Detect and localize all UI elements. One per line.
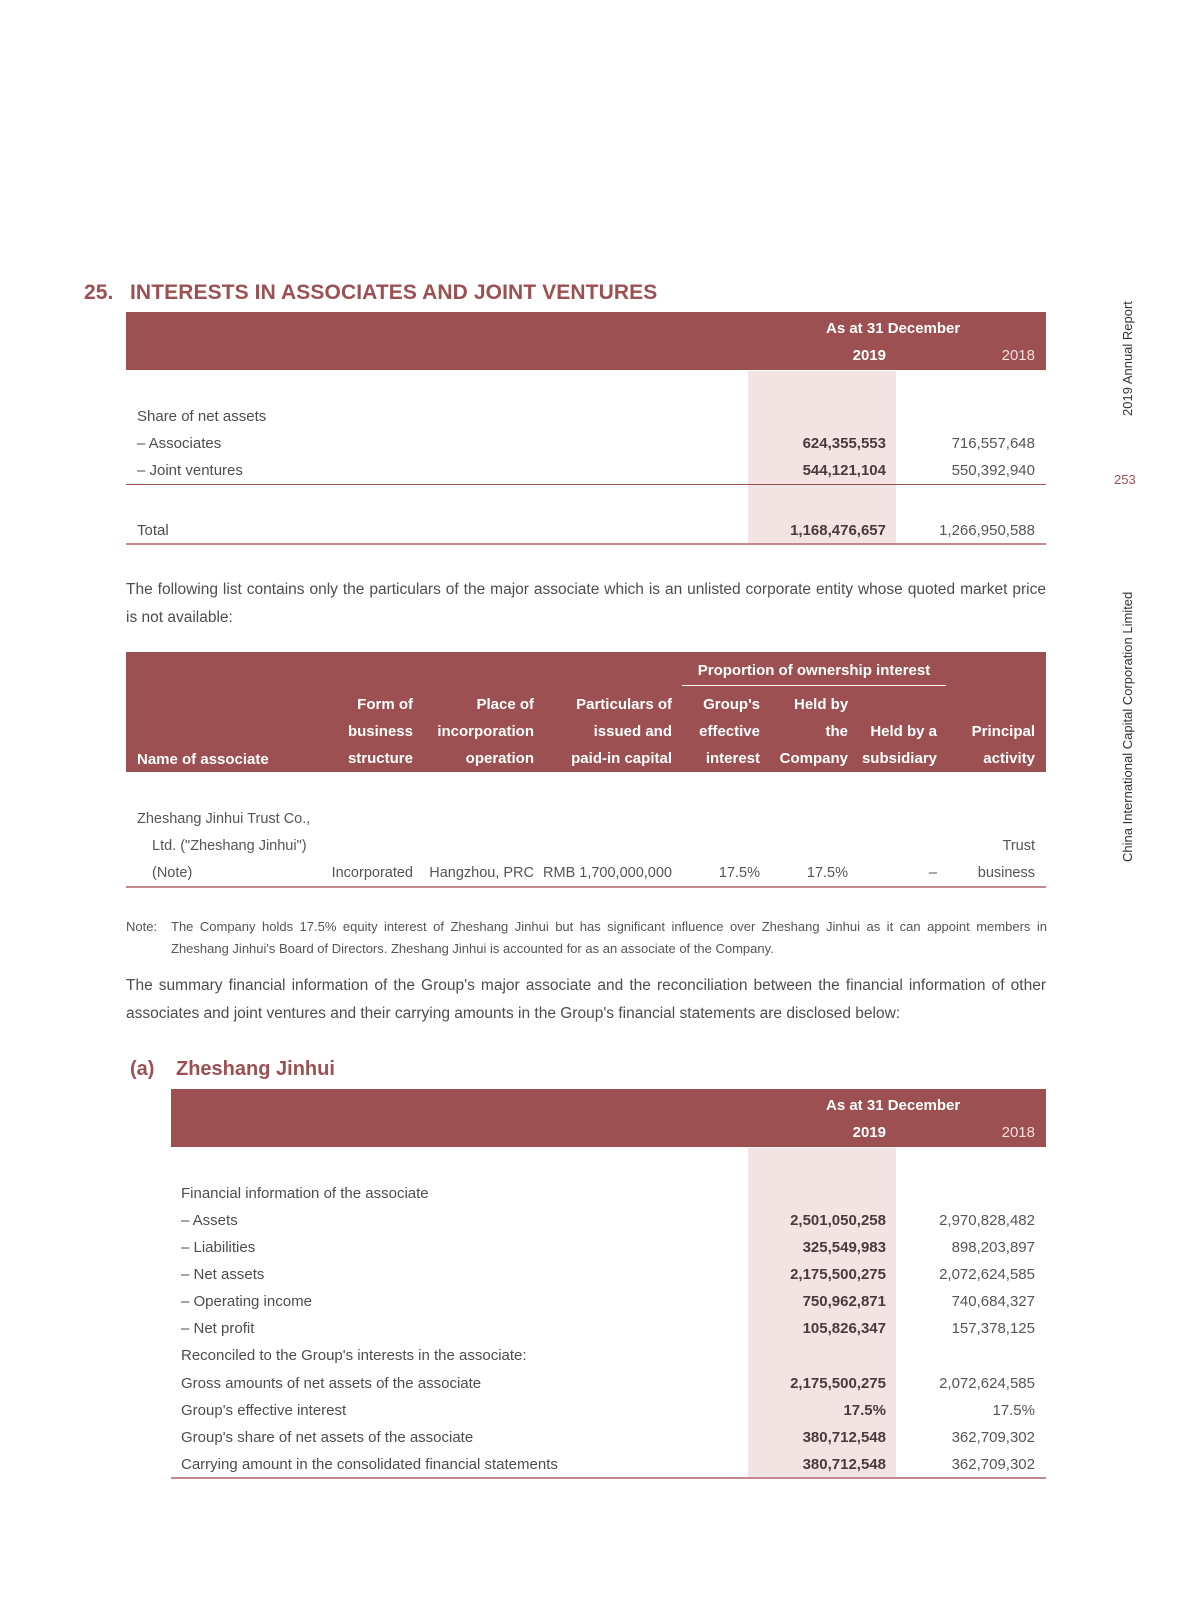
total-2018: 1,266,950,588 <box>939 522 1035 539</box>
value-2018: 550,392,940 <box>951 462 1035 479</box>
section-number: 25. <box>84 281 114 304</box>
header-held-company <box>770 691 848 772</box>
value-2019: 624,355,553 <box>802 435 886 452</box>
section-heading: INTERESTS IN ASSOCIATES AND JOINT VENTURES <box>130 281 658 304</box>
header-line: the <box>825 723 848 740</box>
header-2018: 2018 <box>1001 347 1035 364</box>
header-2018: 2018 <box>1001 1124 1035 1141</box>
row-label: Group's share of net assets of the associate <box>181 1429 474 1446</box>
header-2019: 2019 <box>852 1124 886 1141</box>
section-title <box>84 281 657 305</box>
value-2019: 2,175,500,275 <box>790 1375 886 1392</box>
row-label: Gross amounts of net assets of the associate <box>181 1375 482 1392</box>
row-label: Financial information of the associate <box>181 1185 429 1202</box>
associate-name-note: (Note) <box>152 865 193 881</box>
header-line: Place of <box>476 696 534 713</box>
highlight-2019-column <box>748 371 896 545</box>
company-name: China International Capital Corporation Limited <box>1120 591 1135 862</box>
value-2018: 362,709,302 <box>951 1429 1035 1446</box>
row-label: – Joint ventures <box>137 462 243 479</box>
associate-name-line1: Zheshang Jinhui Trust Co., <box>137 811 311 827</box>
header-line: Group's <box>703 696 760 713</box>
subsection-title <box>130 1058 335 1081</box>
header-activity <box>950 718 1035 772</box>
row-label: Share of net assets <box>137 408 267 425</box>
value-2019: 750,962,871 <box>802 1293 886 1310</box>
value-2018: 157,378,125 <box>951 1320 1035 1337</box>
row-label: – Operating income <box>181 1293 312 1310</box>
total-label: Total <box>137 522 169 539</box>
header-form <box>300 691 413 772</box>
value-2018: 362,709,302 <box>951 1456 1035 1473</box>
value-2018: 2,970,828,482 <box>939 1212 1035 1229</box>
header-place <box>420 691 534 772</box>
cell-held-company: 17.5% <box>806 865 848 881</box>
header-line: interest <box>705 750 760 767</box>
total-2019: 1,168,476,657 <box>790 522 886 539</box>
value-2019: 380,712,548 <box>802 1456 886 1473</box>
value-2018: 716,557,648 <box>951 435 1035 452</box>
row-label: Group's effective interest <box>181 1402 347 1419</box>
group-header-underline <box>682 685 946 686</box>
value-2019: 380,712,548 <box>802 1429 886 1446</box>
associate-name-line2: Ltd. ("Zheshang Jinhui") <box>152 838 307 854</box>
header-line: Held by <box>794 696 849 713</box>
header-line: incorporation <box>437 723 534 740</box>
row-label: Carrying amount in the consolidated financial statements <box>181 1456 558 1473</box>
value-2019: 544,121,104 <box>802 462 886 479</box>
cell-activity-line1: Trust <box>1002 838 1035 854</box>
note-label: Note: <box>126 919 158 934</box>
header-particulars <box>540 691 672 772</box>
header-line: operation <box>465 750 534 767</box>
divider <box>126 484 1046 485</box>
row-label: – Net assets <box>181 1266 265 1283</box>
note-text: The Company holds 17.5% equity interest of Zheshang Jinhui but has significant influence over Zheshang Jinhui as it can appoint members in Zheshang Jinhui's Board of Directors. Zheshang Jinhui is accounted for as an associate of the Company. <box>171 919 1047 956</box>
header-line: Held by a <box>870 723 937 740</box>
page-number: 253 <box>1114 472 1136 487</box>
value-2018: 17.5% <box>992 1402 1035 1419</box>
value-2019: 325,549,983 <box>802 1239 886 1256</box>
value-2019: 105,826,347 <box>802 1320 886 1337</box>
value-2018: 740,684,327 <box>951 1293 1035 1310</box>
row-label: – Liabilities <box>181 1239 256 1256</box>
header-held-subsidiary <box>855 718 937 772</box>
header-line: Form of <box>357 696 413 713</box>
header-line: Principal <box>971 723 1035 740</box>
subsection-label: (a) <box>130 1058 155 1080</box>
header-as-at: As at 31 December <box>826 1097 961 1114</box>
header-group-interest <box>680 691 760 772</box>
header-line: structure <box>347 750 413 767</box>
subsection-heading: Zheshang Jinhui <box>176 1058 335 1080</box>
value-2018: 898,203,897 <box>951 1239 1035 1256</box>
value-2018: 2,072,624,585 <box>939 1375 1035 1392</box>
cell-form: Incorporated <box>331 865 413 881</box>
paragraph-major-associate: The following list contains only the particulars of the major associate which is an unlisted corporate entity whose quoted market price is not available: <box>126 581 1046 626</box>
row-label: – Net profit <box>181 1320 255 1337</box>
value-2018: 2,072,624,585 <box>939 1266 1035 1283</box>
row-label: Reconciled to the Group's interests in the associate: <box>181 1347 527 1364</box>
header-line: paid-in capital <box>571 750 672 767</box>
value-2019: 2,501,050,258 <box>790 1212 886 1229</box>
divider-total <box>126 543 1046 545</box>
header-line: Particulars of <box>576 696 672 713</box>
divider <box>171 1477 1046 1479</box>
cell-group-interest: 17.5% <box>718 865 760 881</box>
header-line: business <box>347 723 413 740</box>
header-line: subsidiary <box>861 750 937 767</box>
header-as-at: As at 31 December <box>826 320 961 337</box>
header-line: issued and <box>593 723 672 740</box>
header-proportion-ownership: Proportion of ownership interest <box>697 662 931 679</box>
value-2019: 17.5% <box>843 1402 886 1419</box>
header-2019: 2019 <box>852 347 886 364</box>
header-line: activity <box>983 750 1035 767</box>
row-label: – Assets <box>181 1212 238 1229</box>
cell-place: Hangzhou, PRC <box>429 865 534 881</box>
cell-held-subsidiary: – <box>928 865 937 881</box>
cell-particulars: RMB 1,700,000,000 <box>543 865 672 881</box>
header-line: effective <box>699 723 760 740</box>
divider <box>126 886 1046 888</box>
header-name: Name of associate <box>137 751 269 768</box>
paragraph-summary-info: The summary financial information of the Group's major associate and the reconciliation between the financial information of other associates and joint ventures and their carrying amounts in the Group's financial statements are disclosed below: <box>126 977 1046 1022</box>
header-line: Company <box>779 750 848 767</box>
value-2019: 2,175,500,275 <box>790 1266 886 1283</box>
row-label: – Associates <box>137 435 222 452</box>
cell-activity-line2: business <box>977 865 1035 881</box>
report-title: 2019 Annual Report <box>1120 301 1135 416</box>
